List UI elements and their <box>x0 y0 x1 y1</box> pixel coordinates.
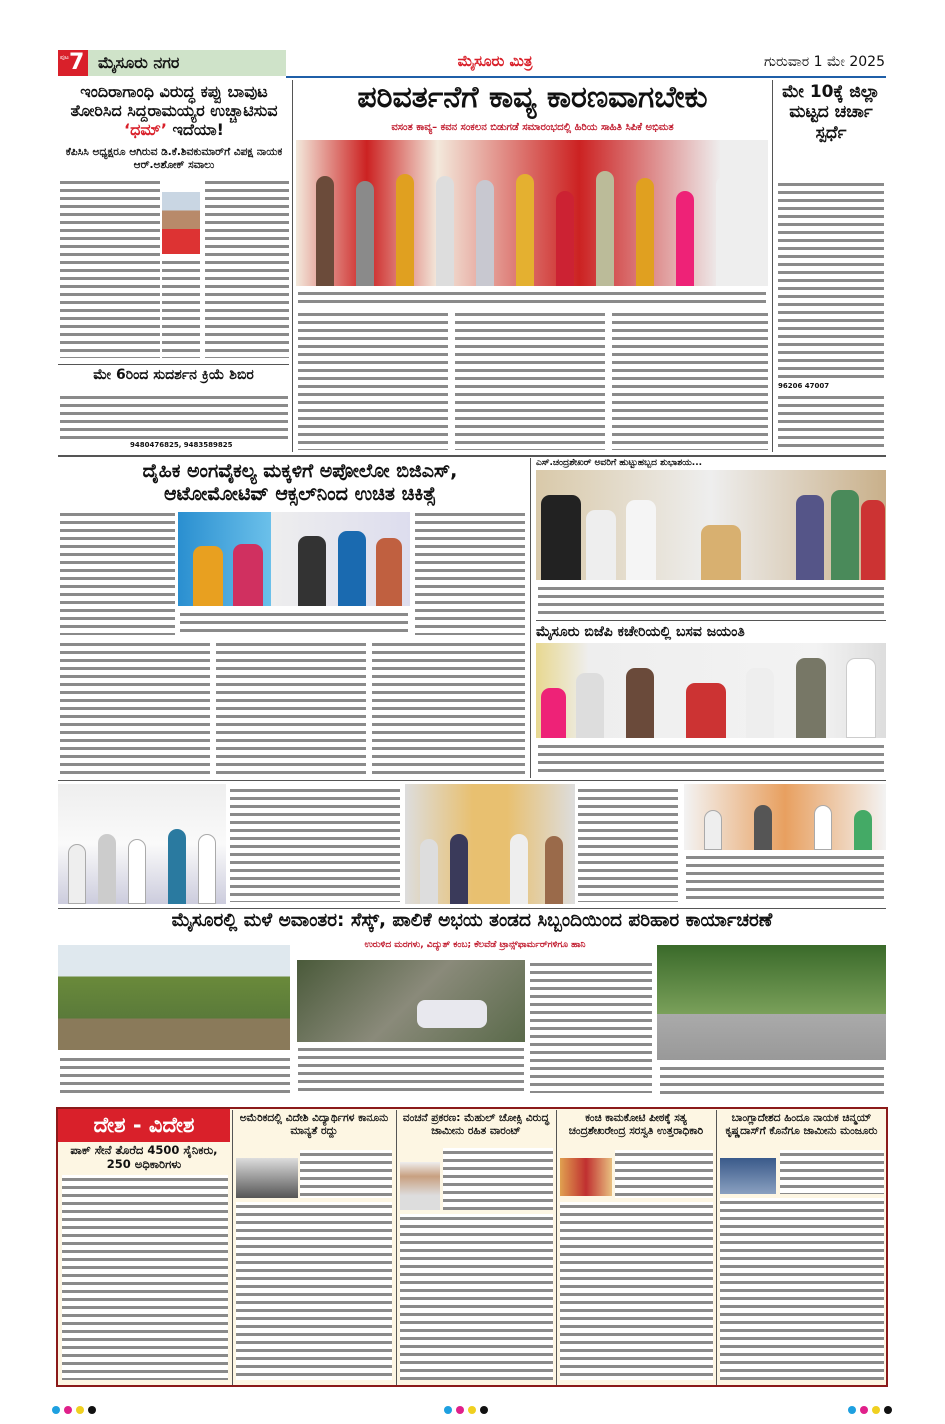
protest-photo <box>236 1158 298 1198</box>
article-body <box>60 178 160 358</box>
birthday-photo <box>536 470 886 580</box>
story-headline: ಕಂಚಿ ಕಾಮಕೋಟಿ ಪೀಠಕ್ಕೆ ಸತ್ಯ ಚಂದ್ರಶೇಖರೇಂದ್ರ ಸರಸ್ವತಿ ಉತ್ತರಾಧಿಕಾರಿ <box>568 1112 704 1137</box>
article-body <box>720 1198 884 1380</box>
article-body <box>372 640 525 775</box>
car-under-tree-photo <box>297 960 525 1042</box>
camp-contact: 9480476825, 9483589825 <box>130 441 233 449</box>
lead-center-headline: ಪರಿವರ್ತನೆಗೆ ಕಾವ್ಯ ಕಾರಣವಾಗಬೇಕು <box>357 80 708 115</box>
column-rule <box>530 458 531 778</box>
poetry-release-photo <box>296 140 768 286</box>
story-headline: ಪಾಕ್ ಸೇನೆ ತೊರೆದ 4500 ಸೈನಿಕರು, 250 ಅಧಿಕಾರಿಗಳು <box>70 1143 218 1171</box>
article-body <box>612 310 768 450</box>
photo-caption <box>230 786 400 902</box>
birthday-label: ಎಸ್.ಚಂದ್ರಶೇಖರ್ ಅವರಿಗೆ ಹುಟ್ಟುಹಬ್ಬದ ಶುಭಾಶಯ... <box>536 458 703 468</box>
photo-caption <box>298 289 766 305</box>
article-body <box>62 1175 228 1380</box>
article-body <box>60 1055 290 1095</box>
rain-headline: ಮೈಸೂರಲ್ಲಿ ಮಳೆ ಅವಾಂತರ: ಸೆಸ್ಕ್, ಪಾಲಿಕೆ ಅಭಯ ತಂಡದ ಸಿಬ್ಬಂದಿಯಿಂದ ಪರಿಹಾರ ಕಾರ್ಯಾಚರಣೆ <box>171 910 773 931</box>
section-tag <box>88 50 286 76</box>
article-body <box>216 640 366 775</box>
article-body <box>60 393 288 441</box>
photo-caption <box>180 610 408 635</box>
article-body <box>530 960 652 1093</box>
registration-dot <box>468 1406 476 1414</box>
article-body <box>300 1150 392 1198</box>
article-body <box>60 640 210 775</box>
fallen-tree-photo <box>58 945 290 1050</box>
camp-headline: ಮೇ 6ರಿಂದ ಸುದರ್ಶನ ಕ್ರಿಯೆ ಶಿಬಿರ <box>93 367 254 383</box>
photo-caption <box>686 853 884 903</box>
portrait-photo <box>162 192 200 254</box>
registration-dot <box>884 1406 892 1414</box>
article-body <box>162 258 200 358</box>
article-body <box>780 1150 884 1194</box>
event-photo <box>58 784 226 904</box>
registration-dot <box>872 1406 880 1414</box>
story-headline: ವಂಚನೆ ಪ್ರಕರಣ: ಮೆಹುಲ್ ಚೋಕ್ಸಿ ವಿರುದ್ಧ ಜಾಮೀನು ರಹಿತ ವಾರಂಟ್ <box>402 1112 550 1137</box>
apollo-headline: ದೈಹಿಕ ಅಂಗವೈಕಲ್ಯ ಮಕ್ಕಳಿಗೆ ಅಪೋಲೋ ಬಿಜಿಎಸ್, ಆಟೋಮೋಟಿವ್ ಆಕ್ಸಲ್‌ನಿಂದ ಉಚಿತ ಚಿಕಿತ್ಸೆ <box>142 460 458 505</box>
story-headline: ಬಾಂಗ್ಲಾದೇಶದ ಹಿಂದೂ ನಾಯಕ ಚಿನ್ಮಯ್ ಕೃಷ್ಣದಾಸ್‌ಗೆ ಕೊನೆಗೂ ಜಾಮೀನು ಮಂಜೂರು <box>725 1112 878 1137</box>
article-body <box>455 310 605 450</box>
photo-caption <box>578 786 678 902</box>
registration-dot <box>456 1406 464 1414</box>
registration-dot <box>848 1406 856 1414</box>
article-body <box>778 180 884 380</box>
article-body <box>615 1150 713 1198</box>
column-rule <box>556 1110 557 1385</box>
story-headline: ಅಮೆರಿಕದಲ್ಲಿ ವಿದೇಶಿ ವಿದ್ಯಾರ್ಥಿಗಳ ಕಾನೂನು ಮಾನ್ಯತೆ ರದ್ದು <box>239 1112 389 1137</box>
contact-phone: 96206 47007 <box>778 382 830 390</box>
seer-photo <box>560 1158 612 1196</box>
section-name: ಮೈಸೂರು ನಗರ <box>98 53 180 72</box>
event-photo <box>684 784 886 850</box>
fallen-pole-photo <box>657 945 886 1060</box>
column-rule <box>716 1110 717 1385</box>
lead-right-headline: ಮೇ 10ಕ್ಕೆ ಜಿಲ್ಲಾ ಮಟ್ಟದ ಚರ್ಚಾ ಸ್ಪರ್ಧೆ <box>782 82 880 143</box>
section-divider <box>58 908 886 909</box>
divider <box>536 620 886 621</box>
article-body <box>400 1214 553 1380</box>
lead-left-headline: ಇಂದಿರಾಗಾಂಧಿ ವಿರುದ್ಧ ಕಪ್ಪು ಬಾವುಟ ತೋರಿಸಿದ ಸಿದ್ದರಾಮಯ್ಯರ ಉಚ್ಚಾಟಿಸುವ ‘ಧಮ್’ ಇದೆಯಾ! <box>70 82 278 140</box>
registration-dot <box>88 1406 96 1414</box>
registration-dot <box>52 1406 60 1414</box>
section-divider <box>58 455 886 457</box>
event-photo <box>405 784 575 904</box>
divider <box>58 364 289 365</box>
registration-dot <box>76 1406 84 1414</box>
article-body <box>415 510 525 635</box>
column-rule <box>772 80 773 452</box>
article-body <box>660 1064 884 1094</box>
desha-videsha-tag: ದೇಶ - ವಿದೇಶ <box>58 1109 230 1142</box>
rain-subhead: ಉರುಳಿದ ಮರಗಳು, ವಿದ್ಯುತ್ ಕಂಬ; ಕೆಲವೆಡೆ ಟ್ರಾನ್ಸ್‌ಫಾರ್ಮರ್‌ಗಳಿಗೂ ಹಾನಿ <box>364 940 586 950</box>
article-body <box>560 1202 713 1380</box>
column-rule <box>292 80 293 452</box>
article-body <box>443 1148 553 1210</box>
basava-jayanti-photo <box>536 643 886 738</box>
photo-caption <box>538 584 884 614</box>
choksi-photo <box>400 1162 440 1210</box>
page-number-tag <box>58 50 88 76</box>
photo-caption <box>298 1045 524 1093</box>
article-body <box>205 178 289 358</box>
article-body <box>298 310 448 450</box>
registration-dot <box>444 1406 452 1414</box>
basava-headline: ಮೈಸೂರು ಬಿಜೆಪಿ ಕಚೇರಿಯಲ್ಲಿ ಬಸವ ಜಯಂತಿ <box>536 624 745 640</box>
apollo-press-photo <box>178 512 410 606</box>
masthead: ಮೈಸೂರು ಮಿತ್ರ <box>457 52 533 70</box>
article-body <box>236 1202 392 1380</box>
registration-dot <box>480 1406 488 1414</box>
article-body <box>60 510 175 635</box>
registration-dot <box>64 1406 72 1414</box>
lead-left-subhead: ಕೆಪಿಸಿಸಿ ಅಧ್ಯಕ್ಷರೂ ಆಗಿರುವ ಡಿ.ಕೆ.ಶಿವಕುಮಾರ್‌ಗೆ ವಿಪಕ್ಷ ನಾಯಕ ಆರ್.ಅಶೋಕ್ ಸವಾಲು <box>65 146 283 171</box>
column-rule <box>396 1110 397 1385</box>
lead-center-subhead: ವಸಂತ ಕಾವ್ಯ– ಕವನ ಸಂಕಲನ ಬಿಡುಗಡೆ ಸಮಾರಂಭದಲ್ಲಿ ಹಿರಿಯ ಸಾಹಿತಿ ಸಿಪಿಕೆ ಅಭಿಮತ <box>391 122 674 133</box>
column-rule <box>232 1110 233 1385</box>
header-rule <box>286 76 886 78</box>
registration-dot <box>860 1406 868 1414</box>
photo-caption <box>538 742 884 774</box>
page-label: ಪುಟ <box>60 54 69 61</box>
page-number: 7 <box>69 50 85 75</box>
chinmoy-das-photo <box>720 1158 776 1194</box>
article-body <box>778 393 884 448</box>
section-divider <box>58 780 886 781</box>
issue-date: ಗುರುವಾರ 1 ಮೇ 2025 <box>763 54 885 70</box>
